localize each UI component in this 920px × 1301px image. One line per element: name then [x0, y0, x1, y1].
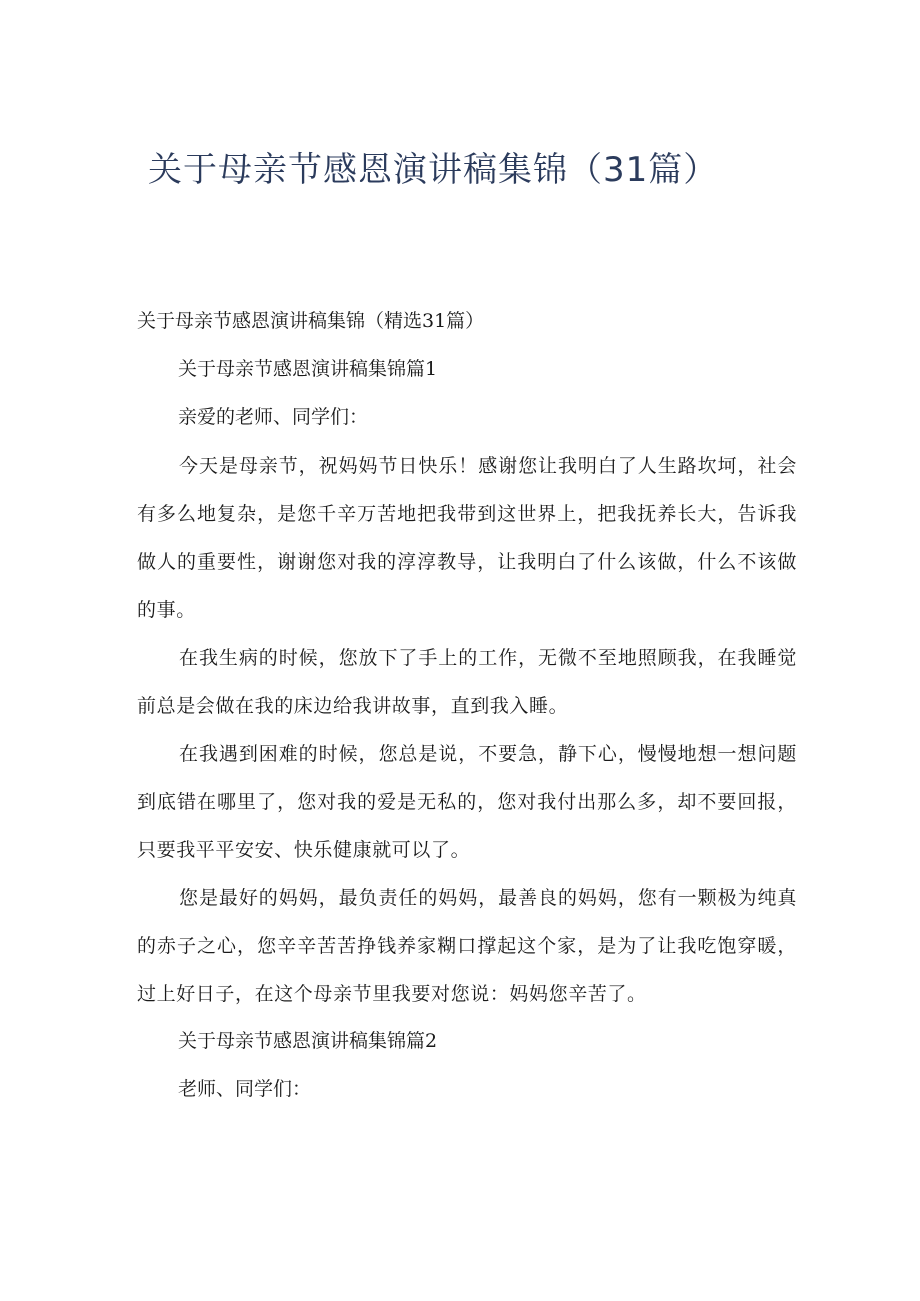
paragraph-4: 您是最好的妈妈，最负责任的妈妈，最善良的妈妈，您有一颗极为纯真的赤子之心，您辛辛苦苦挣钱养家糊口撑起这个家，是为了让我吃饱穿暖，过上好日子，在这个母亲节里我要对您说：妈妈您辛苦了。 [137, 887, 797, 1005]
paragraph-1: 今天是母亲节，祝妈妈节日快乐！感谢您让我明白了人生路坎坷，社会有多么地复杂，是您千辛万苦地把我带到这世界上，把我抚养长大，告诉我做人的重要性，谢谢您对我的淳淳教导，让我明白了什么该做，什么不该做的事。 [137, 455, 797, 621]
greeting-2: 老师、同学们： [178, 1078, 312, 1100]
document-subtitle: 关于母亲节感恩演讲稿集锦（精选31篇） [137, 310, 485, 332]
greeting-1: 亲爱的老师、同学们： [178, 406, 369, 428]
document-title: 关于母亲节感恩演讲稿集锦（31篇） [148, 150, 719, 190]
section-heading-1: 关于母亲节感恩演讲稿集锦篇1 [178, 358, 438, 380]
paragraph-2: 在我生病的时候，您放下了手上的工作，无微不至地照顾我，在我睡觉前总是会做在我的床边给我讲故事，直到我入睡。 [137, 647, 797, 717]
paragraph-3: 在我遇到困难的时候，您总是说，不要急，静下心，慢慢地想一想问题到底错在哪里了，您对我的爱是无私的，您对我付出那么多，却不要回报，只要我平平安安、快乐健康就可以了。 [137, 743, 797, 861]
section-heading-2: 关于母亲节感恩演讲稿集锦篇2 [178, 1030, 438, 1052]
